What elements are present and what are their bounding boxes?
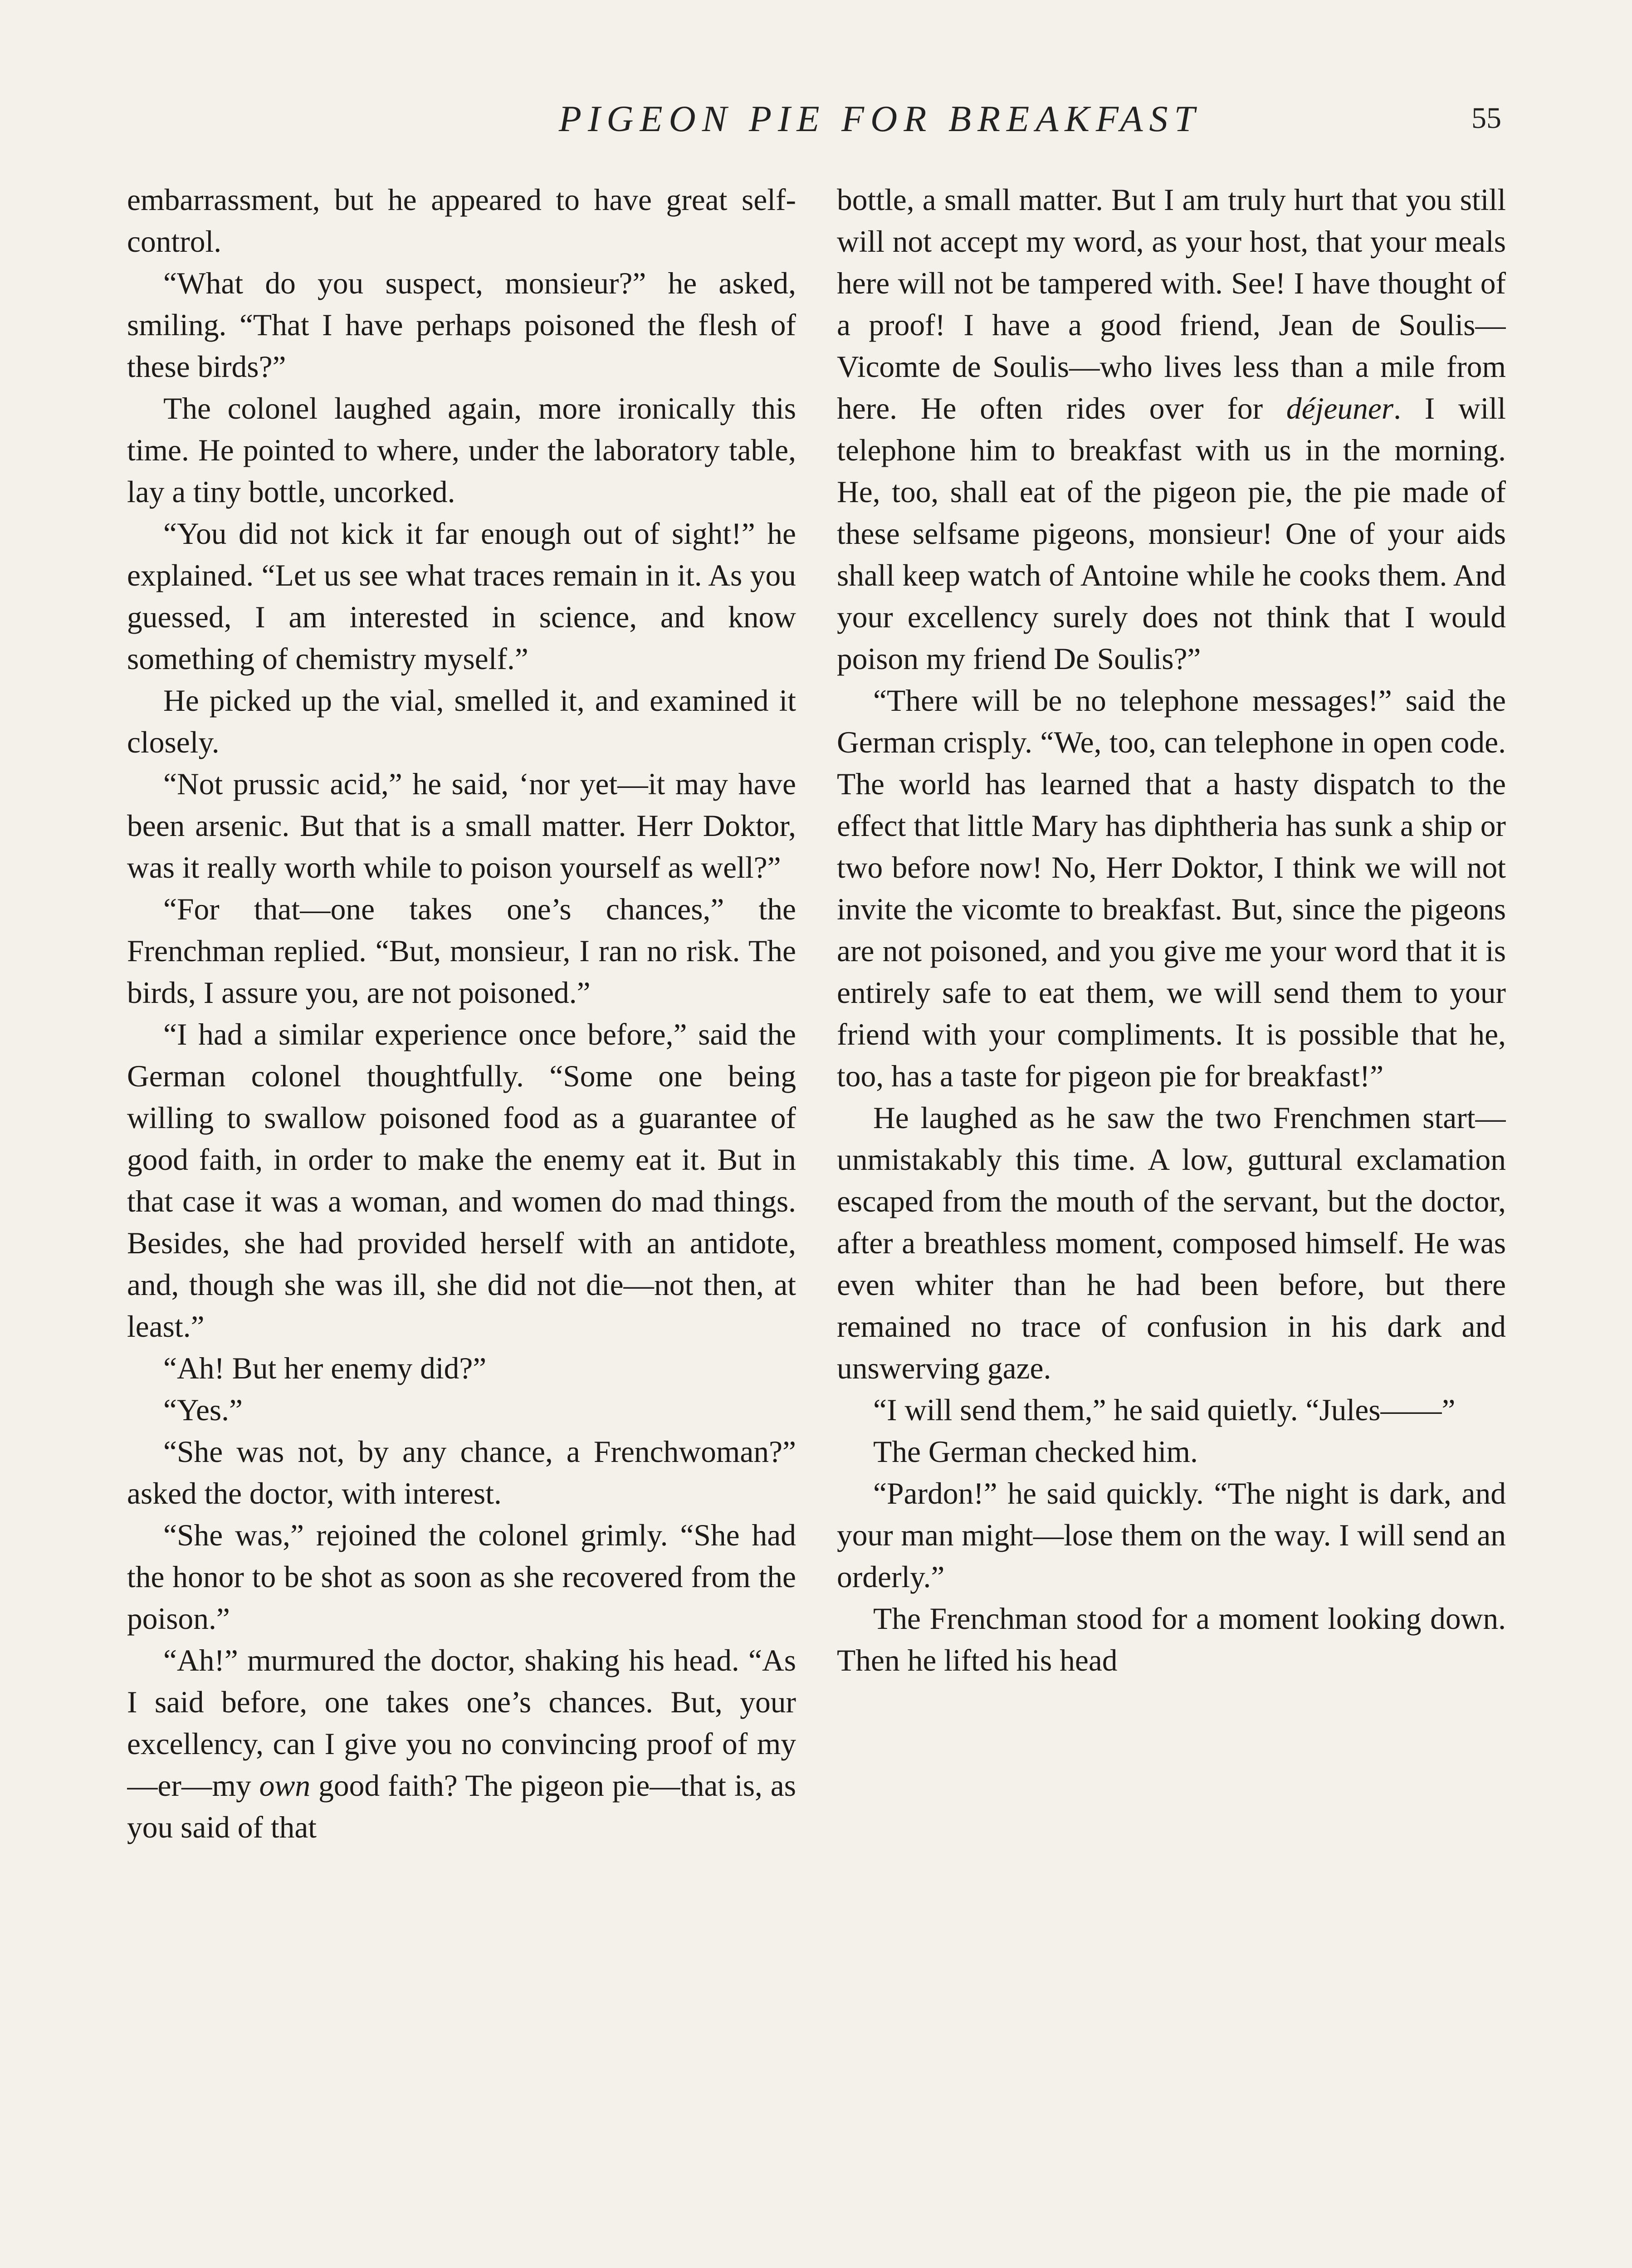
text-run: bottle, a small matter. But I am truly hurt that you still will not accept my word, as your host, that your meals here will not be tampered with. See! I have thought of a proof! I have a good friend, Jean de Soulis—Vicomte de Soulis—who lives less than a mile from here. He often rides over for (837, 183, 1506, 425)
paragraph: The Frenchman stood for a moment looking down. Then he lifted his head (837, 1602, 1506, 1677)
text-run: good faith? The pigeon pie—that is, as you said of that (127, 1769, 796, 1844)
paragraph: “Not prussic acid,” he said, ‘nor yet—it may have been arsenic. But that is a small matter. Herr Doktor, was it really worth while to poison yourself as well?” (127, 767, 796, 885)
paragraph: “Ah! But her enemy did?” (163, 1351, 487, 1385)
text-run: . I will telephone him to breakfast with us in the morning. He, too, shall eat of the pigeon pie, the pie made of these selfsame pigeons, monsieur! One of your aids shall keep watch of Antoine while he cooks them. And your excellency surely does not think that I would poison my friend De Soulis?” (837, 391, 1506, 676)
paragraph: “Yes.” (163, 1393, 243, 1427)
running-header (127, 98, 1501, 147)
paragraph: “She was,” rejoined the colonel grimly. “She had the honor to be shot as soon as she recovered from the poison.” (127, 1518, 796, 1636)
paragraph: “There will be no telephone messages!” said the German crisply. “We, too, can telephone in open code. The world has learned that a hasty dispatch to the effect that little Mary has diphtheria has sunk a ship or two before now! No, Herr Doktor, I think we will not invite the vicomte to breakfast. But, since the pigeons are not poisoned, and you give me your word that it is entirely safe to eat them, we will send them to your friend with your compliments. It is possible that he, too, has a taste for pigeon pie for breakfast!” (837, 684, 1506, 1093)
text-run: “Ah!” murmured the doctor, shaking his head. “As I said before, one takes one’s chances. But, your excellency, can I give you no convincing proof of my—er—my (127, 1643, 796, 1803)
paragraph (127, 1640, 796, 1848)
paragraph: “I had a similar experience once before,” said the German colonel thoughtfully. “Some one being willing to swallow poisoned food as a guarantee of good faith, in order to make the enemy eat it. But in that case it was a woman, and women do mad things. Besides, she had provided herself with an antidote, and, though she was ill, she did not die—not then, at least.” (127, 1017, 796, 1344)
paragraph: embarrassment, but he appeared to have great self-control. (127, 183, 796, 259)
paragraph: “I will send them,” he said quietly. “Jules——” (873, 1393, 1456, 1427)
paragraph: “For that—one takes one’s chances,” the Frenchman replied. “But, monsieur, I ran no risk. The birds, I assure you, are not poisoned.” (127, 892, 796, 1010)
paragraph (837, 179, 1506, 680)
italic-word: own (259, 1769, 311, 1803)
paragraph: He laughed as he saw the two Frenchmen start—unmistakably this time. A low, guttural exclamation escaped from the mouth of the servant, but the doctor, after a breathless moment, composed himself. He was even whiter than he had been before, but there remained no trace of confusion in his dark and unswerving gaze. (837, 1101, 1506, 1385)
page-number: 55 (1471, 102, 1501, 135)
running-title: PIGEON PIE FOR BREAKFAST (558, 98, 1202, 139)
paragraph: “You did not kick it far enough out of sight!” he explained. “Let us see what traces remain in it. As you guessed, I am interested in science, and know something of chemistry myself.” (127, 517, 796, 676)
paragraph: He picked up the vial, smelled it, and examined it closely. (127, 684, 796, 759)
text-column-right (837, 179, 1506, 2268)
paragraph: The German checked him. (873, 1435, 1198, 1469)
paragraph: “She was not, by any chance, a Frenchwoman?” asked the doctor, with interest. (127, 1435, 796, 1510)
paragraph: “What do you suspect, monsieur?” he asked, smiling. “That I have perhaps poisoned the flesh of these birds?” (127, 266, 796, 384)
text-column-left (127, 179, 796, 2268)
paragraph: “Pardon!” he said quickly. “The night is dark, and your man might—lose them on the way. I will send an orderly.” (837, 1476, 1506, 1594)
paragraph: The colonel laughed again, more ironically this time. He pointed to where, under the laboratory table, lay a tiny bottle, uncorked. (127, 391, 796, 509)
italic-word: déjeuner (1286, 391, 1394, 425)
